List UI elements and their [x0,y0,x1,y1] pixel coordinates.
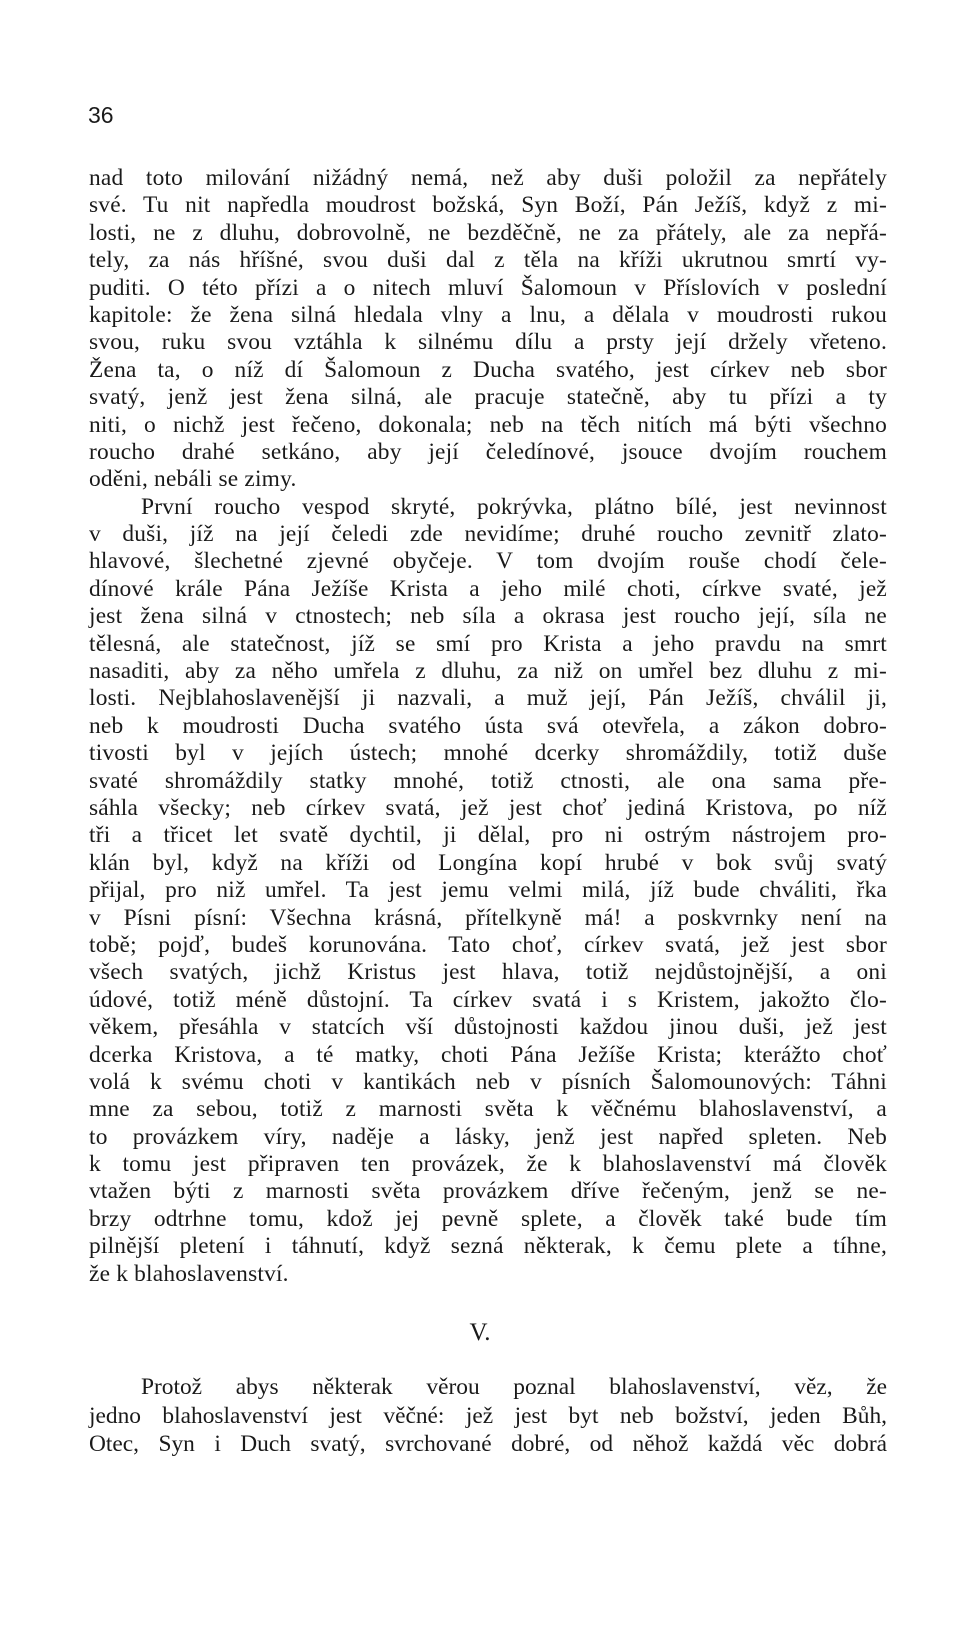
text-line: pilnější pletení i táhnutí, když sezná některak, k čemu plete a tíhne, [89,1233,887,1260]
text-line: neb k moudrosti Ducha svatého ústa svá otevřela, a zákon dobro- [89,712,887,739]
text-line: oděni, nebáli se zimy. [89,466,297,493]
paragraph-2 [89,494,887,1288]
text-line: jedno blahoslavenství jest věčné: jež jest byt neb božství, jeden Bůh, [89,1402,887,1429]
text-line: přijal, pro niž umřel. Ta jest jemu velmi milá, jíž bude chváliti, řka [89,877,887,904]
page-number: 36 [88,102,114,128]
text-line: k tomu jest připraven ten provázek, že k blahoslavenství má člověk [89,1151,887,1178]
text-line: hlavové, šlechetné zjevné obyčeje. V tom dvojím rouše chodí čele- [89,548,887,575]
text-line: volá k svému choti v kantikách neb v písních Šalomounových: Táhni [89,1068,887,1095]
text-line: údové, totiž méně důstojní. Ta církev svatá i s Kristem, jakožto člo- [89,986,887,1013]
text-line: tělesná, ale statečnost, jíž se smí pro Krista a jeho pravdu na smrt [89,630,887,657]
text-line: roucho drahé setkáno, aby její čeledínové, jsouce dvojím rouchem [89,438,887,465]
text-line: v Písni písní: Všechna krásná, přítelkyně má! a poskvrnky není na [89,904,887,931]
text-line: svatý, jenž jest žena silná, ale pracuje statečně, aby tu přízi a ty [89,384,887,411]
text-line: dcerka Kristova, a té matky, choti Pána Ježíše Krista; kterážto choť [89,1041,887,1068]
text-line: losti. Nejblahoslavenější ji nazvali, a muž její, Pán Ježíš, chválil ji, [89,685,887,712]
text-line: tivosti byl v jejích ústech; mnohé dcerky shromáždily, totiž duše [89,740,887,767]
text-line: První roucho vespod skryté, pokrývka, plátno bílé, jest nevinnost [141,493,887,520]
text-line: Otec, Syn i Duch svatý, svrchované dobré, od něhož každá věc dobrá [89,1431,887,1458]
text-line: věkem, přesáhla v statcích vší důstojnosti každou jinou duši, jež jest [89,1014,887,1041]
body-text [89,165,887,1288]
paragraph-1 [89,165,887,494]
paragraph-3 [89,1373,887,1459]
text-line: losti, ne z dluhu, dobrovolně, ne bezděčně, ne za přátely, ale za nepřá- [89,219,887,246]
text-line: mne za sebou, totiž z marnosti světa k věčnému blahoslavenství, a [89,1096,887,1123]
text-line: sáhla všecky; neb církev svatá, jež jest choť jediná Kristova, po níž [89,794,887,821]
text-line: vtažen býti z marnosti světa provázkem dříve řečeným, jenž se ne- [89,1178,887,1205]
text-line: dínové krále Pána Ježíše Krista a jeho milé choti, církve svaté, jež [89,575,887,602]
text-line: kapitole: že žena silná hledala vlny a lnu, a dělala v moudrosti rukou [89,301,887,328]
section-heading: V. [469,1319,491,1346]
text-line: puditi. O této přízi a o nitech mluví Šalomoun v Příslovích v poslední [89,274,887,301]
text-line: své. Tu nit napředla moudrost božská, Syn Boží, Pán Ježíš, když z mi- [89,192,887,219]
text-line: klán byl, když na kříži od Longína kopí hrubé v bok svůj svatý [89,849,887,876]
text-line: že k blahoslavenství. [89,1260,289,1287]
text-line: svou, ruku svou vztáhla k silnému dílu a prsty její držely vřeteno. [89,329,887,356]
text-line: tobě; pojď, budeš korunována. Tato choť, církev svatá, jež jest sbor [89,931,887,958]
text-line: všech svatých, jichž Kristus jest hlava, totiž nejdůstojnější, a oni [89,959,887,986]
text-line: niti, o nichž jest řečeno, dokonala; neb na těch nitích má býti všechno [89,411,887,438]
text-line: svaté shromáždily statky mnohé, totiž ctnosti, ale ona sama pře- [89,767,887,794]
text-line: Žena ta, o níž dí Šalomoun z Ducha svatého, jest církev neb sbor [89,356,887,383]
text-line: jest žena silná v ctnostech; neb síla a okrasa jest roucho její, síla ne [89,603,887,630]
text-line: Protož abys některak věrou poznal blahoslavenství, věz, že [141,1374,887,1400]
text-line: nasaditi, aby za něho umřela z dluhu, za niž on umřel bez dluhu z mi- [89,658,887,685]
text-line: brzy odtrhne tomu, kdož jej pevně splete, a člověk také bude tím [89,1205,887,1232]
text-line: to provázkem víry, naděje a lásky, jenž jest napřed spleten. Neb [89,1123,887,1150]
text-line: tři a třicet let svatě dychtil, ji dělal, pro ni ostrým nástrojem pro- [89,822,887,849]
text-line: tely, za nás hříšné, svou duši dal z těla na kříži ukrutnou smrtí vy- [89,247,887,274]
text-line: v duši, jíž na její čeledi zde nevidíme; druhé roucho zevnitř zlato- [89,521,887,548]
text-line: nad toto milování nižádný nemá, než aby duši položil za nepřátely [89,165,887,191]
